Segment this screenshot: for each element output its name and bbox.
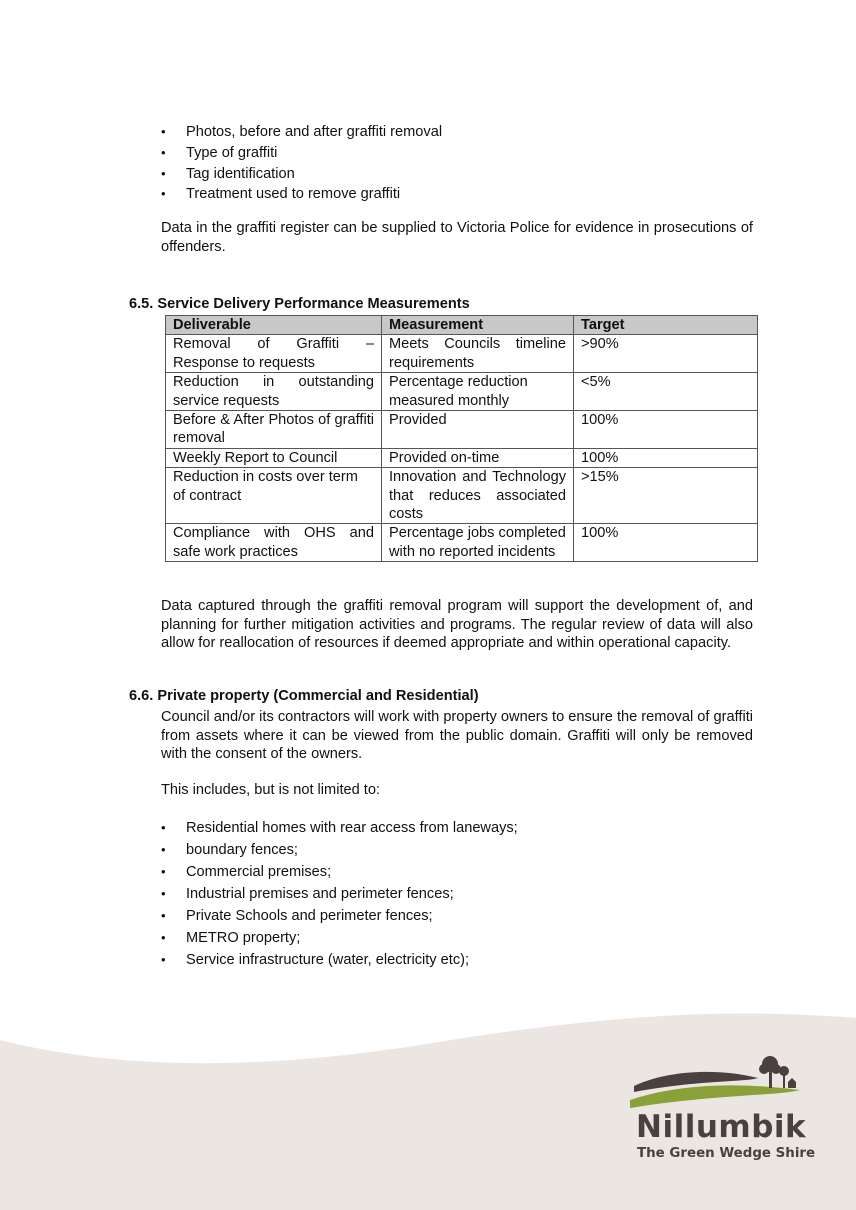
- measurement-cell: Meets Councils timeline requirements: [382, 335, 574, 373]
- column-header: Target: [574, 316, 758, 335]
- deliverable-cell: Removal of Graffiti – Response to requests: [166, 335, 382, 373]
- program-paragraph: Data captured through the graffiti removal program will support the development of, and planning for further mitigation activities and programs. The regular review of data will also allow for reallocation of resources if deemed appropriate and within operational capacity.: [161, 598, 753, 652]
- list-item: • Residential homes with rear access from laneways;: [161, 817, 761, 839]
- measurement-cell: Percentage reduction measured monthly: [382, 373, 574, 411]
- section-66-heading: [129, 687, 479, 705]
- section-number: 6.5.: [129, 296, 154, 312]
- nillumbik-logo: [628, 1052, 818, 1172]
- performance-table: [165, 315, 758, 562]
- deliverable-cell: Weekly Report to Council: [166, 448, 382, 467]
- property-types-list: [161, 817, 761, 971]
- measurement-cell: Provided on-time: [382, 448, 574, 467]
- target-cell: 100%: [574, 411, 758, 449]
- table-header-row: [166, 316, 758, 335]
- section-title: Service Delivery Performance Measurements: [157, 296, 470, 312]
- graffiti-register-fields-list: [161, 122, 761, 205]
- section-65-heading: [129, 295, 470, 313]
- register-paragraph: Data in the graffiti register can be supplied to Victoria Police for evidence in prosecutions of offenders.: [161, 220, 753, 255]
- target-cell: 100%: [574, 524, 758, 562]
- list-item: • Type of graffiti: [161, 143, 761, 164]
- measurement-cell: Percentage jobs completed with no reported incidents: [382, 524, 574, 562]
- target-cell: >15%: [574, 468, 758, 524]
- includes-line: This includes, but is not limited to:: [161, 782, 381, 798]
- table-row: [166, 468, 758, 524]
- table-row: [166, 335, 758, 373]
- table-row: [166, 373, 758, 411]
- landscape-logo-icon: [628, 1052, 804, 1108]
- target-cell: 100%: [574, 448, 758, 467]
- column-header: Deliverable: [166, 316, 382, 335]
- list-item: • Industrial premises and perimeter fences;: [161, 883, 761, 905]
- deliverable-cell: Reduction in costs over term of contract: [166, 468, 382, 524]
- measurement-cell: Innovation and Technology that reduces associated costs: [382, 468, 574, 524]
- logo-tagline: The Green Wedge Shire: [637, 1146, 816, 1161]
- deliverable-cell: Compliance with OHS and safe work practices: [166, 524, 382, 562]
- table-row: [166, 411, 758, 449]
- private-property-paragraph: Council and/or its contractors will work with property owners to ensure the removal of graffiti from assets where it can be viewed from the public domain. Graffiti will only be removed with the consent of the owners.: [161, 709, 753, 763]
- logo-wordmark: Nillumbik: [636, 1109, 807, 1145]
- measurement-cell: Provided: [382, 411, 574, 449]
- table-row: [166, 524, 758, 562]
- list-item: • Treatment used to remove graffiti: [161, 184, 761, 205]
- table-row: [166, 448, 758, 467]
- deliverable-cell: Reduction in outstanding service requests: [166, 373, 382, 411]
- list-item: • METRO property;: [161, 927, 761, 949]
- section-number: 6.6.: [129, 688, 154, 704]
- list-item: • Service infrastructure (water, electricity etc);: [161, 949, 761, 971]
- section-title: Private property (Commercial and Residential): [157, 688, 479, 704]
- list-item: • Commercial premises;: [161, 861, 761, 883]
- column-header: Measurement: [382, 316, 574, 335]
- list-item: • Tag identification: [161, 164, 761, 185]
- deliverable-cell: Before & After Photos of graffiti removal: [166, 411, 382, 449]
- target-cell: >90%: [574, 335, 758, 373]
- target-cell: <5%: [574, 373, 758, 411]
- list-item: • Photos, before and after graffiti removal: [161, 122, 761, 143]
- list-item: • Private Schools and perimeter fences;: [161, 905, 761, 927]
- list-item: • boundary fences;: [161, 839, 761, 861]
